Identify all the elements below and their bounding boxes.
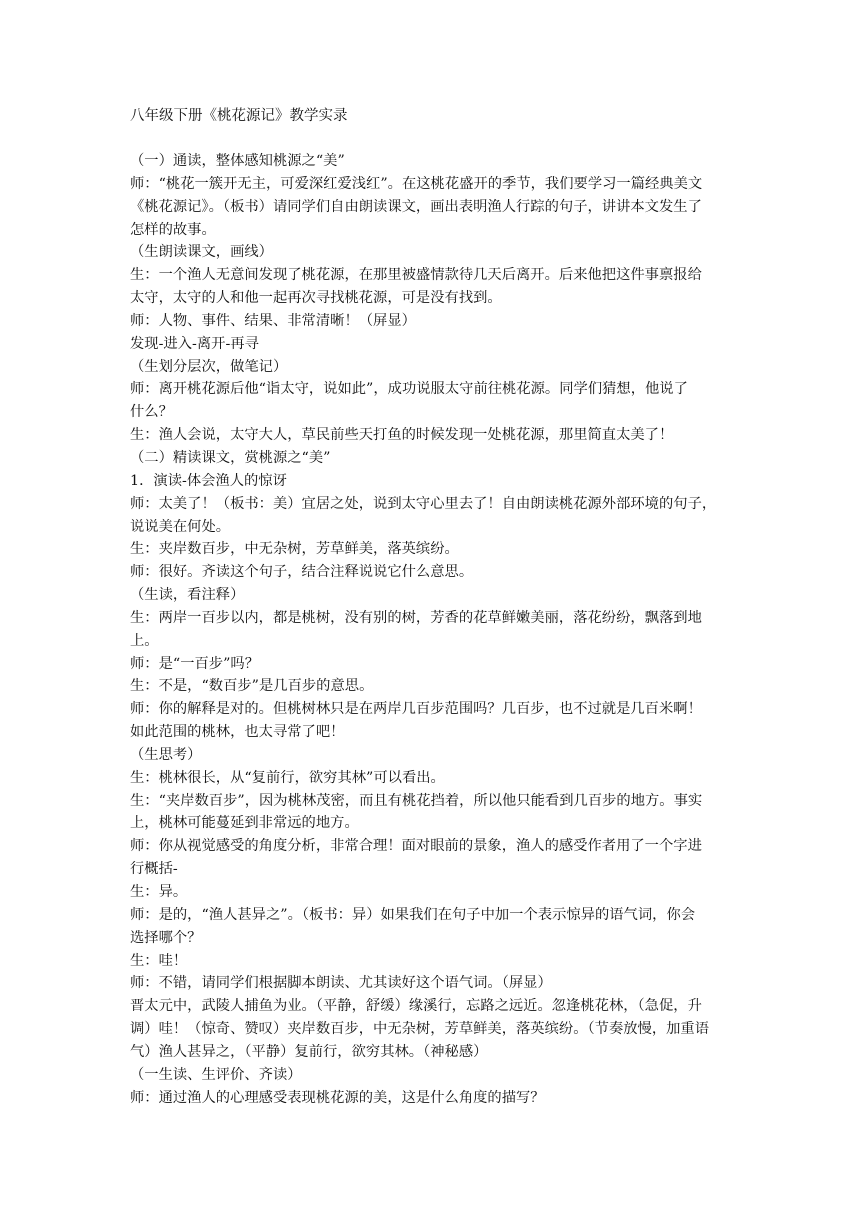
text-line: 如此范围的桃林，也太寻常了吧！ (130, 724, 345, 741)
text-line: 生：“夹岸数百步”，因为桃林茂密，而且有桃花挡着，所以他只能看到几百步的地方。事实 (130, 792, 703, 809)
text-line: （生思考） (130, 746, 202, 763)
text-line: （生朗读课文，画线） (130, 244, 273, 261)
document-title: 八年级下册《桃花源记》教学实录 (130, 108, 348, 124)
text-line: 说说美在何处。 (130, 518, 231, 535)
text-line: 师：“桃花一簇开无主，可爱深红爱浅红”。在这桃花盛开的季节，我们要学习一篇经典美文 (130, 175, 703, 192)
text-line: 生：一个渔人无意间发现了桃花源，在那里被盛情款待几天后离开。后来他把这件事禀报给 (130, 267, 702, 284)
text-line: 师：不错，请同学们根据脚本朗读、尤其读好这个语气词。（屏显） (130, 975, 552, 992)
text-line: （一生读、生评价、齐读） (130, 1066, 302, 1083)
text-line: （生读，看注释） (130, 587, 245, 604)
text-line: 调）哇！（惊奇、赞叹）夹岸数百步，中无杂树，芳草鲜美，落英缤纷。（节奏放慢，加重语 (130, 1021, 710, 1038)
text-line: 生：夹岸数百步，中无杂树，芳草鲜美，落英缤纷。 (130, 541, 459, 558)
text-line: 生：不是，“数百步”是几百步的意思。 (130, 678, 374, 695)
text-line: 师：是“一百步”吗？ (130, 655, 259, 672)
text-line: 太守，太守的人和他一起再次寻找桃花源，可是没有找到。 (130, 290, 502, 307)
text-line: 气）渔人甚异之，（平静）复前行，欲穷其林。（神秘感） (130, 1043, 488, 1060)
text-line: 上，桃林可能蔓延到非常远的地方。 (130, 815, 359, 832)
text-line: 怎样的故事。 (130, 221, 216, 238)
text-line: 1．演读-体会渔人的惊讶 (130, 472, 287, 489)
text-line: 生：哇！ (130, 952, 188, 969)
text-line: 发现-进入-离开-再寻 (130, 335, 259, 352)
text-line: （生划分层次，做笔记） (130, 358, 288, 375)
text-line: 行概括- (130, 861, 178, 878)
text-line: 师：是的，“渔人甚异之”。（板书：异）如果我们在句子中加一个表示惊异的语气词，你会 (130, 906, 696, 923)
text-line: 师：你从视觉感受的角度分析，非常合理！面对眼前的景象，渔人的感受作者用了一个字进 (130, 838, 702, 855)
text-line: （一）通读，整体感知桃源之“美” (130, 153, 345, 169)
text-line: 师：太美了！（板书：美）宜居之处，说到太守心里去了！自由朗读桃花源外部环境的句子， (130, 495, 717, 512)
text-line: 晋太元中，武陵人捕鱼为业。（平静，舒缓）缘溪行，忘路之远近。忽逢桃花林，（急促，升 (130, 998, 702, 1015)
document-body (130, 150, 734, 1109)
text-line: 师：离开桃花源后他“诣太守，说如此”，成功说服太守前往桃花源。同学们猜想，他说了 (130, 381, 688, 398)
text-line: 生：渔人会说，太守大人，草民前些天打鱼的时候发现一处桃花源，那里简直太美了！ (130, 427, 674, 444)
text-line: 生：异。 (130, 884, 188, 900)
text-line: 上。 (130, 632, 159, 649)
text-line: 师：你的解释是对的。但桃树林只是在两岸几百步范围吗？几百步，也不过就是几百米啊！ (130, 701, 702, 718)
text-line: 生：桃林很长，从“复前行，欲穷其林”可以看出。 (130, 769, 445, 786)
text-line: 《桃花源记》。（板书）请同学们自由朗读课文，画出表明渔人行踪的句子，讲讲本文发生了 (130, 198, 702, 215)
text-line: 师：通过渔人的心理感受表现桃花源的美，这是什么角度的描写？ (130, 1089, 545, 1106)
text-line: （二）精读课文，赏桃源之“美” (130, 449, 331, 466)
text-line: 选择哪个？ (130, 929, 202, 946)
text-line: 什么？ (130, 404, 173, 421)
text-line: 师：很好。齐读这个句子，结合注释说说它什么意思。 (130, 564, 474, 581)
text-line: 生：两岸一百步以内，都是桃树，没有别的树，芳香的花草鲜嫩美丽，落花纷纷，飘落到地 (130, 609, 702, 626)
text-line: 师：人物、事件、结果、非常清晰！（屏显） (130, 312, 416, 329)
